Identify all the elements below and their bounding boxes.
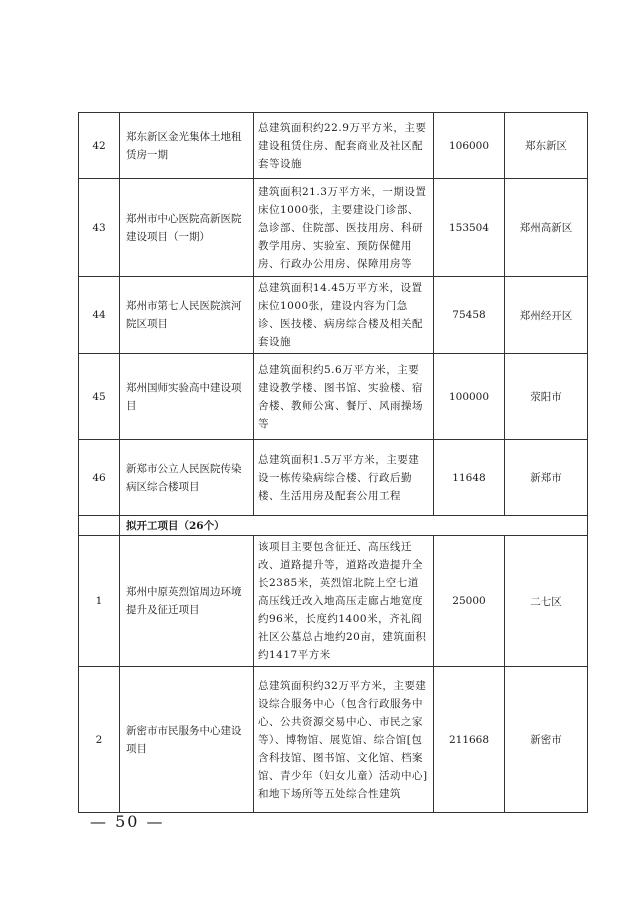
project-name: 郑州市中心医院高新医院建设项目（一期） bbox=[120, 179, 254, 277]
row-index: 46 bbox=[79, 440, 120, 516]
row-index: 45 bbox=[79, 354, 120, 440]
investment-amount: 153504 bbox=[434, 179, 505, 277]
table-row bbox=[79, 354, 588, 440]
investment-amount: 106000 bbox=[434, 113, 505, 179]
project-name: 郑州市第七人民医院滨河院区项目 bbox=[120, 277, 254, 354]
investment-amount: 100000 bbox=[434, 354, 505, 440]
table-row bbox=[79, 440, 588, 516]
row-index: 43 bbox=[79, 179, 120, 277]
project-name: 郑东新区金光集体土地租赁房一期 bbox=[120, 113, 254, 179]
project-description: 总建筑面积约22.9万平方米，主要建设租赁住房、配套商业及社区配套等设施 bbox=[254, 113, 434, 179]
table-row bbox=[79, 113, 588, 179]
project-description: 该项目主要包含征迁、高压线迁改、道路提升等，道路改造提升全长2385米，英烈馆北院上空七道高压线迁改入地高压走廊占地宽度约96米，长度约1400米，齐礼阎社区公墓总占地约20亩，建筑面积约1417平方米 bbox=[254, 536, 434, 667]
project-area: 二七区 bbox=[505, 536, 588, 667]
investment-amount: 75458 bbox=[434, 277, 505, 354]
project-description: 建筑面积21.3万平方米，一期设置床位1000张，主要建设门诊部、急诊部、住院部、医技用房、科研教学用房、实验室、预防保健用房、行政办公用房、保障用房等 bbox=[254, 179, 434, 277]
investment-amount: 211668 bbox=[434, 667, 505, 813]
row-index: 42 bbox=[79, 113, 120, 179]
project-name: 郑州中原英烈馆周边环境提升及征迁项目 bbox=[120, 536, 254, 667]
table-row bbox=[79, 667, 588, 813]
investment-amount: 25000 bbox=[434, 536, 505, 667]
project-area: 荥阳市 bbox=[505, 354, 588, 440]
section-index-cell bbox=[79, 516, 120, 536]
row-index: 1 bbox=[79, 536, 120, 667]
project-area: 郑州经开区 bbox=[505, 277, 588, 354]
investment-amount: 11648 bbox=[434, 440, 505, 516]
project-description: 总建筑面积1.5万平方米，主要建设一栋传染病综合楼、行政后勤楼、生活用房及配套公用工程 bbox=[254, 440, 434, 516]
project-area: 新郑市 bbox=[505, 440, 588, 516]
table-row bbox=[79, 536, 588, 667]
table-row bbox=[79, 179, 588, 277]
section-row bbox=[79, 516, 588, 536]
project-area: 新密市 bbox=[505, 667, 588, 813]
project-name: 郑州国师实验高中建设项目 bbox=[120, 354, 254, 440]
project-name: 新密市市民服务中心建设项目 bbox=[120, 667, 254, 813]
table-row bbox=[79, 277, 588, 354]
project-area: 郑东新区 bbox=[505, 113, 588, 179]
row-index: 44 bbox=[79, 277, 120, 354]
project-table bbox=[78, 112, 588, 813]
row-index: 2 bbox=[79, 667, 120, 813]
section-title: 拟开工项目（26个） bbox=[120, 516, 588, 536]
project-area: 郑州高新区 bbox=[505, 179, 588, 277]
project-name: 新郑市公立人民医院传染病区综合楼项目 bbox=[120, 440, 254, 516]
project-description: 总建筑面积14.45万平方米，设置床位1000张，建设内容为门急诊、医技楼、病房综合楼及相关配套设施 bbox=[254, 277, 434, 354]
page-number: — 50 — bbox=[90, 812, 165, 831]
project-description: 总建筑面积约5.6万平方米，主要建设教学楼、图书馆、实验楼、宿舍楼、教师公寓、餐厅、风雨操场等 bbox=[254, 354, 434, 440]
project-description: 总建筑面积约32万平方米，主要建设综合服务中心（包含行政服务中心、公共资源交易中心、市民之家等）、博物馆、展览馆、综合馆[包含科技馆、图书馆、文化馆、档案馆、青少年（妇女儿童）活动中心]和地下场所等五处综合性建筑 bbox=[254, 667, 434, 813]
